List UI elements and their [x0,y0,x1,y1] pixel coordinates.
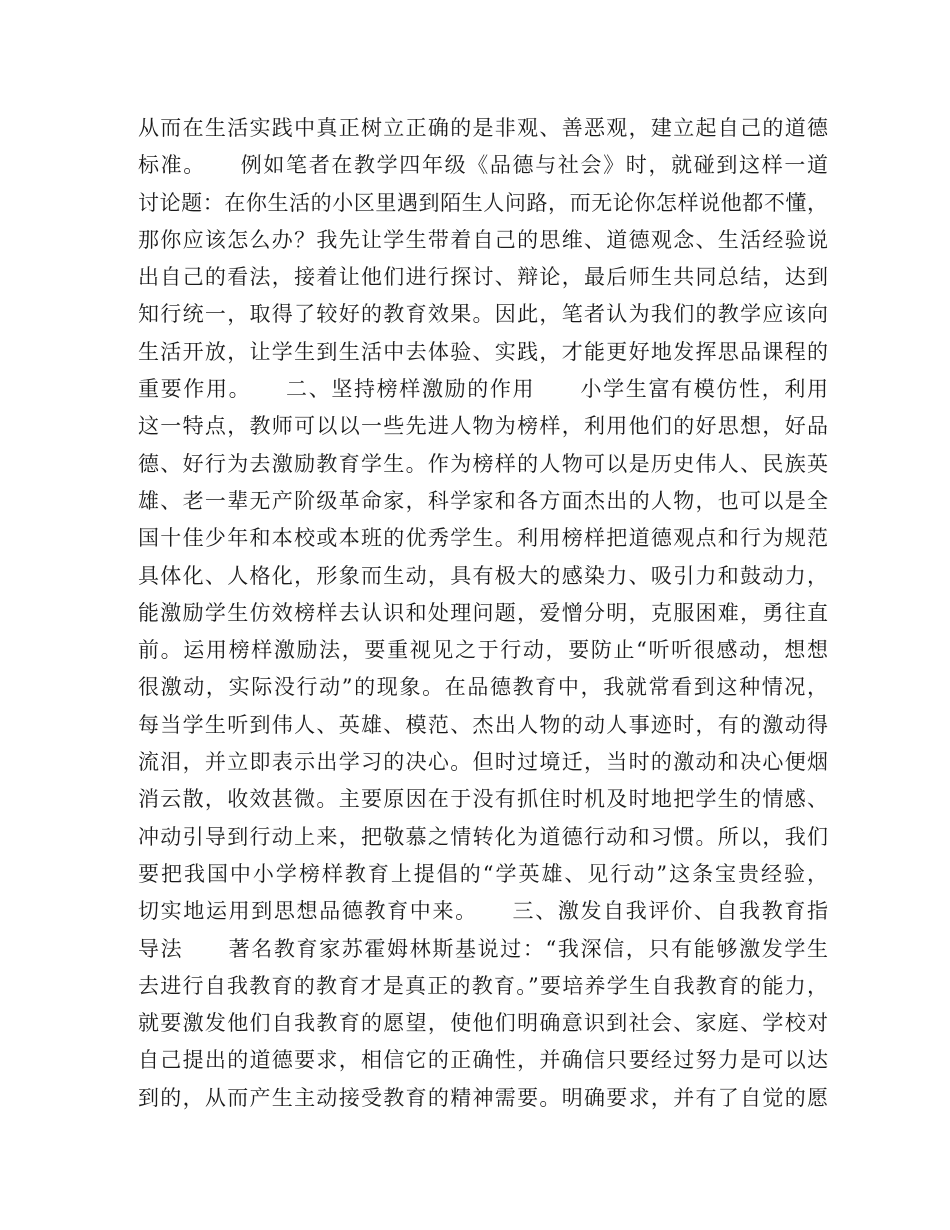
body-text [138,110,828,1140]
text-line: 讨论题：在你生活的小区里遇到陌生人问路，而无论你怎样说他都不懂， [138,190,828,215]
text-line: 自己提出的道德要求，相信它的正确性，并确信只要经过努力是可以达 [138,1048,828,1073]
text-line: 生活开放，让学生到生活中去体验、实践，才能更好地发挥思品课程的 [138,339,828,364]
text-line: 从而在生活实践中真正树立正确的是非观、善恶观，建立起自己的道德 [138,116,828,140]
text-line: 要把我国中小学榜样教育上提倡的“学英雄、见行动”这条宝贵经验， [138,861,828,886]
text-line: 德、好行为去激励教育学生。作为榜样的人物可以是历史伟人、民族英 [138,451,828,476]
text-line: 这一特点，教师可以以一些先进人物为榜样，利用他们的好思想，好品 [138,414,828,439]
text-line: 导法 著名教育家苏霍姆林斯基说过：“我深信，只有能够激发学生 [138,936,828,961]
text-line: 每当学生听到伟人、英雄、模范、杰出人物的动人事迹时，有的激动得 [138,712,828,737]
text-line: 知行统一，取得了较好的教育效果。因此，笔者认为我们的教学应该向 [138,302,828,327]
text-line: 雄、老一辈无产阶级革命家，科学家和各方面杰出的人物，也可以是全 [138,488,828,513]
text-line: 那你应该怎么办？我先让学生带着自己的思维、道德观念、生活经验说 [138,227,828,252]
text-line: 出自己的看法，接着让他们进行探讨、辩论，最后师生共同总结，达到 [138,265,828,290]
text-line: 冲动引导到行动上来，把敬慕之情转化为道德行动和习惯。所以，我们 [138,824,828,849]
text-line: 国十佳少年和本校或本班的优秀学生。利用榜样把道德观点和行为规范 [138,526,828,551]
text-line: 前。运用榜样激励法，要重视见之于行动，要防止“听听很感动，想想 [138,638,828,663]
text-line: 重要作用。 二、坚持榜样激励的作用 小学生富有模仿性，利用 [138,377,828,402]
text-line: 能激励学生仿效榜样去认识和处理问题，爱憎分明，克服困难，勇往直 [138,600,828,625]
text-line: 标准。 例如笔者在教学四年级《品德与社会》时，就碰到这样一道 [138,153,828,178]
text-line: 很激动，实际没行动”的现象。在品德教育中，我就常看到这种情况， [138,675,828,700]
text-line: 消云散，收效甚微。主要原因在于没有抓住时机及时地把学生的情感、 [138,787,828,812]
text-line: 具体化、人格化，形象而生动，具有极大的感染力、吸引力和鼓动力， [138,563,828,588]
text-line: 就要激发他们自我教育的愿望，使他们明确意识到社会、家庭、学校对 [138,1011,828,1036]
text-line: 去进行自我教育的教育才是真正的教育。”要培养学生自我教育的能力， [138,973,828,998]
text-line: 切实地运用到思想品德教育中来。 三、激发自我评价、自我教育指 [138,899,828,924]
text-line: 到的，从而产生主动接受教育的精神需要。明确要求，并有了自觉的愿 [138,1085,828,1110]
text-line: 流泪，并立即表示出学习的决心。但时过境迁，当时的激动和决心便烟 [138,750,828,775]
